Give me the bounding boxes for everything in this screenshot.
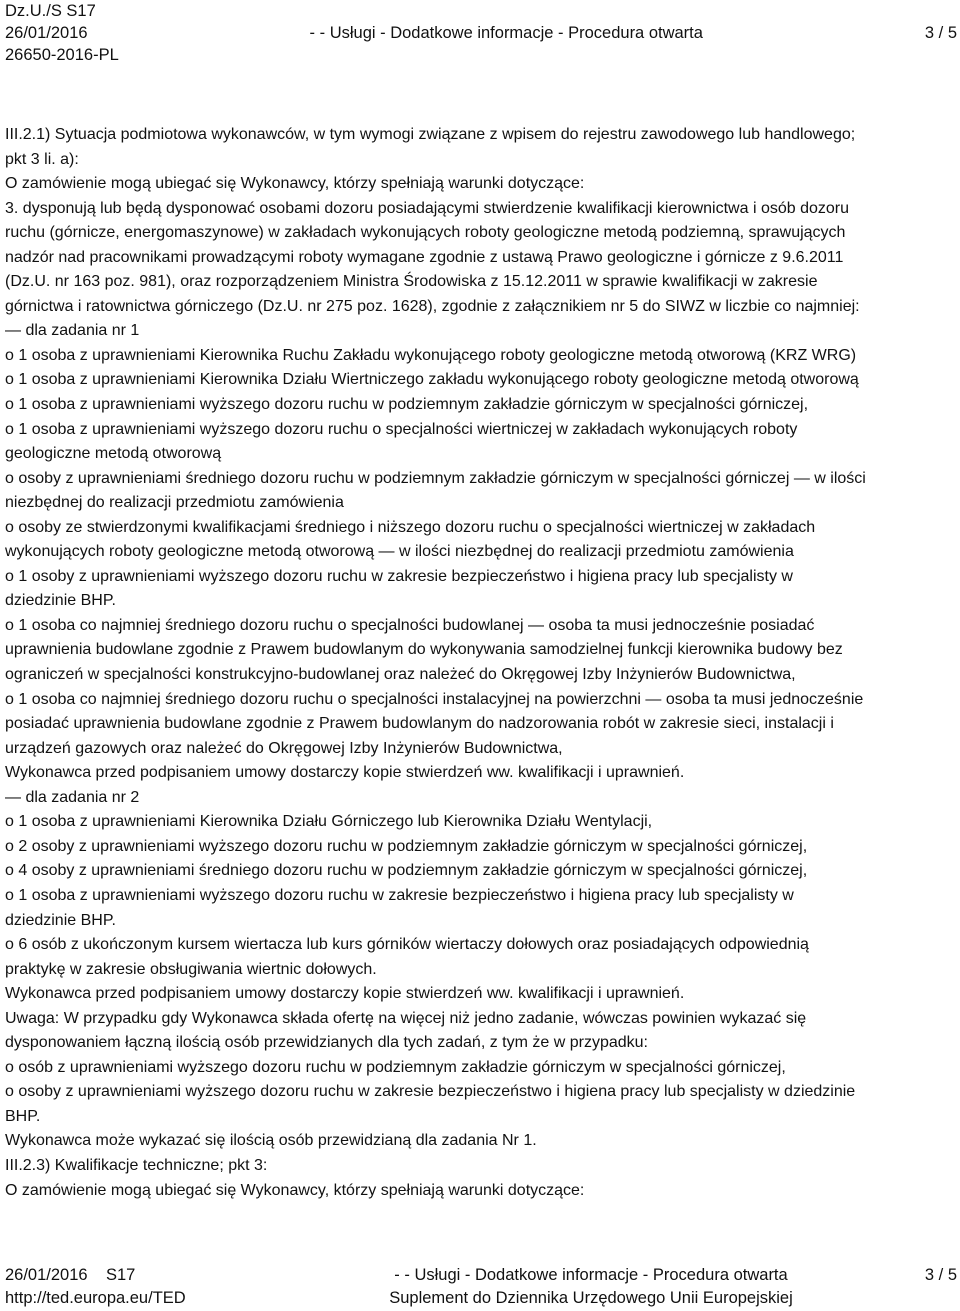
- text-line: o 1 osoba z uprawnieniami wyższego dozoru ruchu w podziemnym zakładzie górniczym w specjalności górniczej,: [5, 396, 809, 414]
- text-line: ograniczeń w specjalności konstrukcyjno-budowlanej oraz należeć do Okręgowej Izby Inżynierów Budownictwa,: [5, 666, 796, 684]
- text-line: o 1 osoby z uprawnieniami wyższego dozoru ruchu w zakresie bezpieczeństwo i higiena pracy lub specjalisty w: [5, 567, 793, 585]
- text-line: — dla zadania nr 1: [5, 322, 140, 340]
- text-line: III.2.3) Kwalifikacje techniczne; pkt 3:: [5, 1156, 268, 1174]
- text-line: o 1 osoba z uprawnieniami wyższego dozoru ruchu w zakresie bezpieczeństwo i higiena pracy lub specjalisty w: [5, 886, 794, 904]
- footer-supplement: Suplement do Dziennika Urzędowego Unii Europejskiej: [389, 1289, 793, 1307]
- footer-series: S17: [105, 1266, 136, 1284]
- text-line: o 1 osoba co najmniej średniego dozoru ruchu o specjalności instalacyjnej na powierzchni — osoba ta musi jednocześnie: [5, 690, 864, 708]
- text-line: o 1 osoba z uprawnieniami Kierownika Działu Górniczego lub Kierownika Działu Wentylacji,: [5, 813, 653, 831]
- text-line: o 2 osoby z uprawnieniami wyższego dozoru ruchu w podziemnym zakładzie górniczym w specjalności górniczej,: [5, 837, 808, 855]
- footer-date-series: [5, 1264, 305, 1287]
- text-line: praktykę w zakresie obsługiwania wiertnic dołowych.: [5, 960, 377, 978]
- text-line: o 6 osób z ukończonym kursem wiertacza lub kurs górników wiertaczy dołowych oraz posiadających odpowiednią: [5, 936, 809, 954]
- text-line: dziedzinie BHP.: [5, 911, 116, 929]
- text-line: niezbędnej do realizacji przedmiotu zamówienia: [5, 494, 344, 512]
- page-footer: [5, 1264, 957, 1310]
- text-line: urządzeń gazowych oraz należeć do Okręgowej Izby Inżynierów Budownictwa,: [5, 739, 563, 757]
- text-line: Wykonawca może wykazać się ilością osób przewidzianą dla zadania Nr 1.: [5, 1132, 537, 1150]
- text-line: Uwaga: W przypadku gdy Wykonawca składa ofertę na więcej niż jedno zadanie, wówczas powinien wykazać się: [5, 1009, 807, 1027]
- text-line: pkt 3 li. a):: [5, 150, 79, 168]
- text-line: Wykonawca przed podpisaniem umowy dostarczy kopie stwierdzeń ww. kwalifikacji i uprawnień.: [5, 764, 685, 782]
- section-title: - - Usługi - Dodatkowe informacje - Procedura otwarta: [309, 24, 703, 42]
- text-line: o 1 osoba co najmniej średniego dozoru ruchu o specjalności budowlanej — osoba ta musi jednocześnie posiadać: [5, 616, 815, 634]
- notice-id: 26650-2016-PL: [5, 46, 119, 64]
- text-line: O zamówienie mogą ubiegać się Wykonawcy, którzy spełniają warunki dotyczące:: [5, 1181, 585, 1199]
- text-line: o 4 osoby z uprawnieniami średniego dozoru ruchu w podziemnym zakładzie górniczym w specjalności górniczej,: [5, 862, 808, 880]
- text-line: dziedzinie BHP.: [5, 592, 116, 610]
- text-line: III.2.1) Sytuacja podmiotowa wykonawców, w tym wymogi związane z wpisem do rejestru zawodowego lub handlowego;: [5, 126, 856, 143]
- publication-date: 26/01/2016: [5, 24, 88, 42]
- footer-section: - - Usługi - Dodatkowe informacje - Procedura otwarta: [394, 1266, 788, 1284]
- text-line: o 1 osoba z uprawnieniami Kierownika Ruchu Zakładu wykonującego roboty geologiczne metodą otworową (KRZ WRG): [5, 346, 857, 364]
- text-line: 3. dysponują lub będą dysponować osobami dozoru posiadającymi stwierdzenie kwalifikacji kierownictwa i osób dozoru: [5, 199, 850, 217]
- text-line: o 1 osoba z uprawnieniami wyższego dozoru ruchu o specjalności wiertniczej w zakładach wykonujących roboty: [5, 420, 798, 438]
- text-line: Wykonawca przed podpisaniem umowy dostarczy kopie stwierdzeń ww. kwalifikacji i uprawnień.: [5, 985, 685, 1003]
- text-line: (Dz.U. nr 163 poz. 981), oraz rozporządzeniem Ministra Środowiska z 15.12.2011 w sprawie kwalifikacji w zakresie: [5, 273, 818, 291]
- text-line: o osób z uprawnieniami wyższego dozoru ruchu w podziemnym zakładzie górniczym w specjalności górniczej,: [5, 1058, 786, 1076]
- text-line: o 1 osoba z uprawnieniami Kierownika Działu Wiertniczego zakładu wykonującego roboty geologiczne metodą otworową: [5, 371, 859, 389]
- text-line: posiadać uprawnienia budowlane zgodnie z Prawem budowlanym do nadzorowania robót w zakresie sieci, instalacji i: [5, 715, 834, 733]
- document-body: [5, 123, 957, 1203]
- footer-url: http://ted.europa.eu/TED: [5, 1289, 186, 1307]
- text-line: wykonujących roboty geologiczne metodą otworową — w ilości niezbędnej do realizacji przedmiotu zamówienia: [5, 543, 794, 561]
- text-line: uprawnienia budowlane zgodnie z Prawem budowlanym do wykonywania samodzielnej funkcji kierownika budowy bez: [5, 641, 843, 659]
- footer-date: 26/01/2016: [5, 1266, 88, 1284]
- page-header: [5, 0, 957, 66]
- journal-reference: Dz.U./S S17: [5, 2, 96, 20]
- text-line: o osoby ze stwierdzonymi kwalifikacjami średniego i niższego dozoru ruchu o specjalności wiertniczej w zakładach: [5, 518, 816, 536]
- text-line: geologiczne metodą otworową: [5, 445, 222, 463]
- text-line: o osoby z uprawnieniami wyższego dozoru ruchu w zakresie bezpieczeństwo i higiena pracy lub specjalisty w dziedzinie: [5, 1083, 856, 1101]
- footer-page-number: 3 / 5: [924, 1266, 957, 1284]
- text-line: BHP.: [5, 1107, 41, 1125]
- text-line: O zamówienie mogą ubiegać się Wykonawcy, którzy spełniają warunki dotyczące:: [5, 175, 585, 193]
- text-line: górnictwa i ratownictwa górniczego (Dz.U. nr 275 poz. 1628), zgodnie z załącznikiem nr 5 do SIWZ w liczbie co najmniej:: [5, 297, 860, 315]
- text-line: nadzór nad pracownikami prowadzącymi roboty wymagane zgodnie z ustawą Prawo geologiczne i górnicze z 9.6.2011: [5, 248, 844, 266]
- text-line: ruchu (górnicze, energomaszynowe) w zakładach wykonujących roboty geologiczne metodą podziemną, sprawujących: [5, 224, 846, 242]
- page-number: 3 / 5: [924, 24, 957, 42]
- text-line: o osoby z uprawnieniami średniego dozoru ruchu w podziemnym zakładzie górniczym w specjalności górniczej — w ilości: [5, 469, 866, 487]
- text-line: dysponowaniem łączną ilością osób przewidzianych dla tych zadań, z tym że w przypadku:: [5, 1034, 648, 1052]
- text-line: — dla zadania nr 2: [5, 788, 140, 806]
